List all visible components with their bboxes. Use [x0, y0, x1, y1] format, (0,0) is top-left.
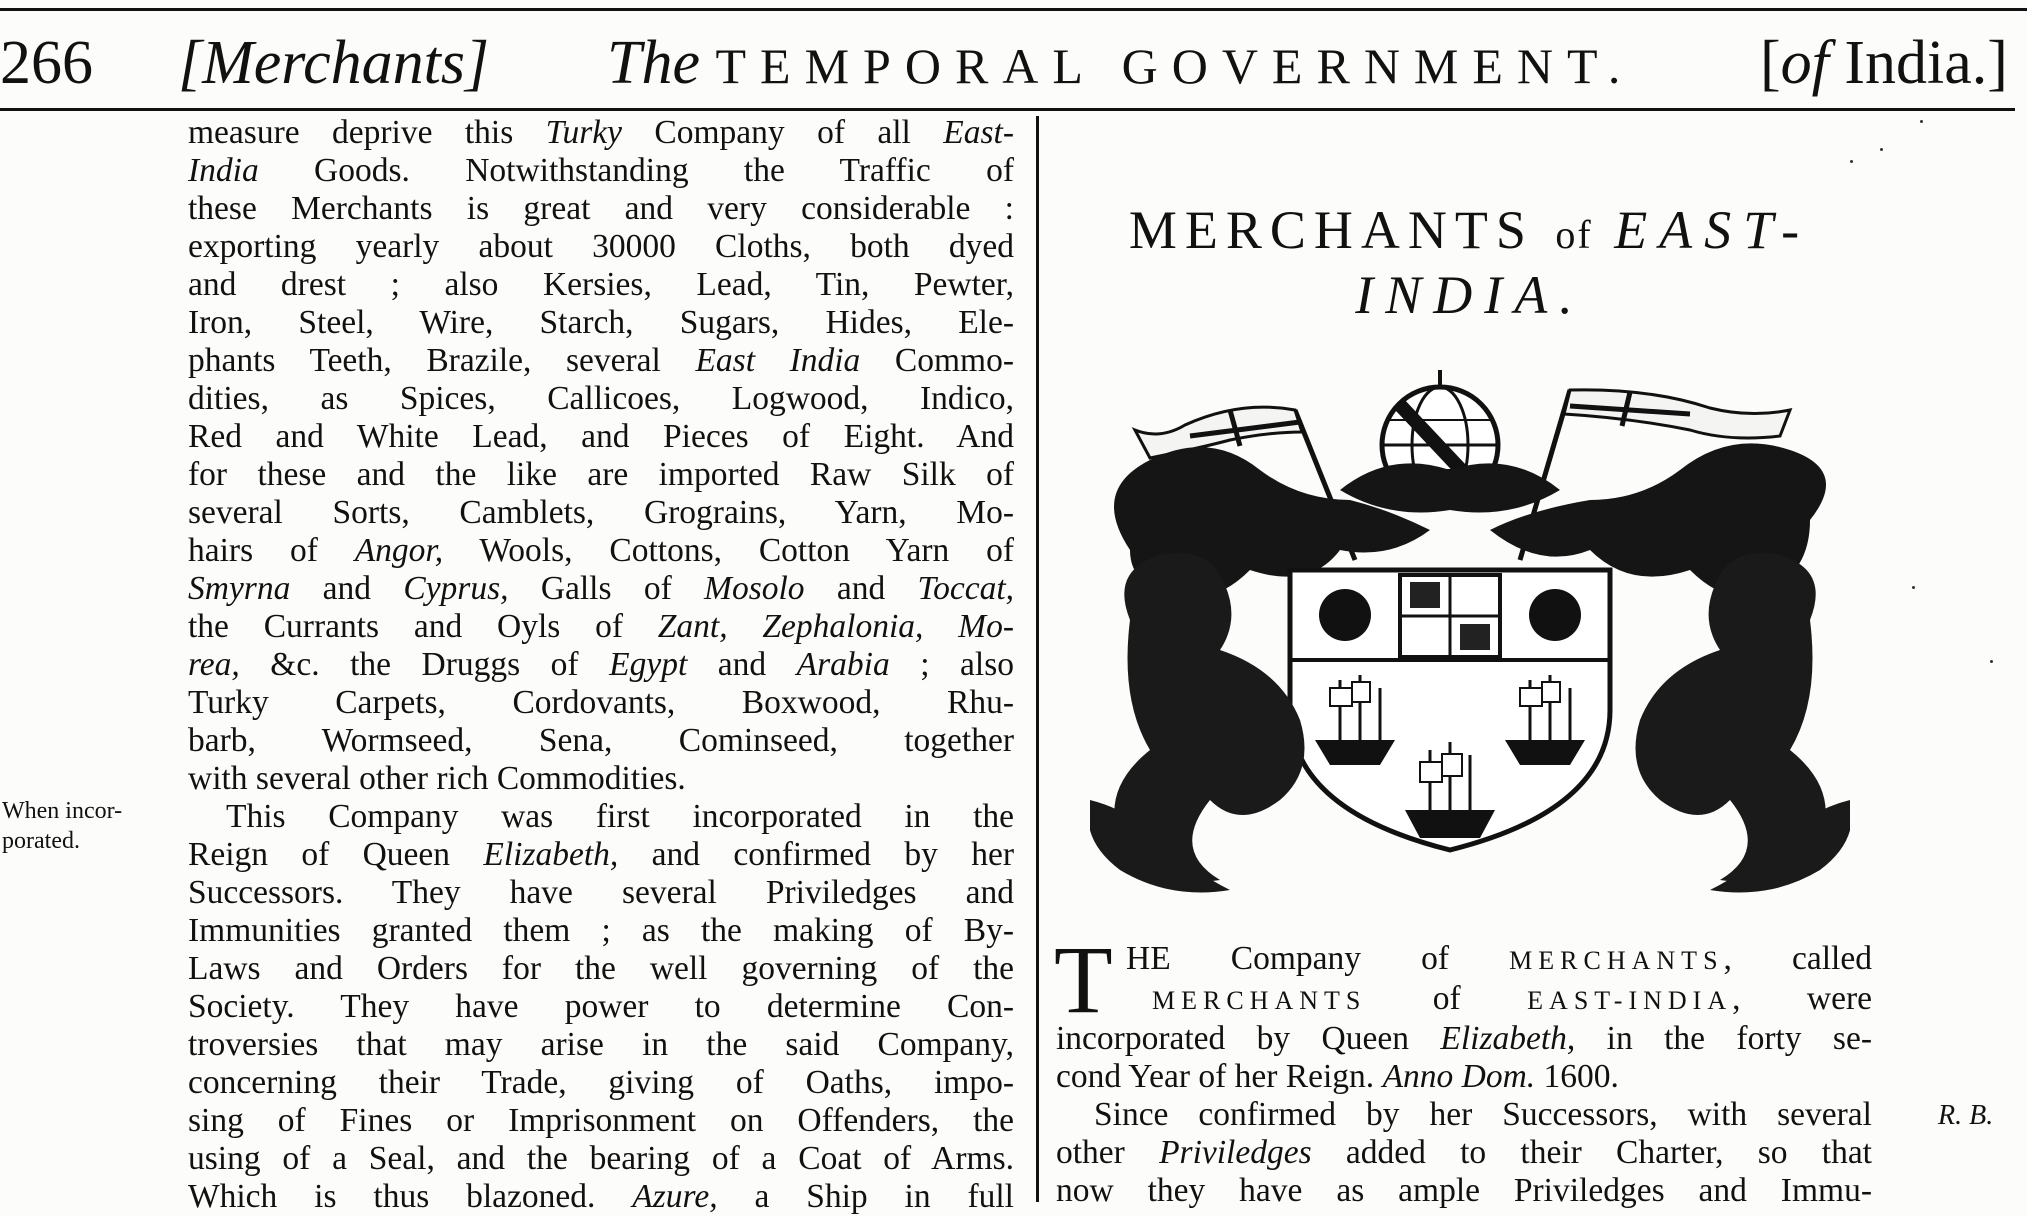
text-run: and [687, 646, 797, 683]
text-run: Successors. They have several Priviledges and [188, 874, 1014, 911]
text-line [1056, 1058, 1872, 1096]
heading-of: of [1555, 212, 1593, 257]
right-paragraph-2 [1056, 1096, 1872, 1210]
running-head-of: of [1780, 29, 1829, 97]
text-run: Elizabeth, [1440, 1020, 1576, 1057]
text-run: Toccat, [917, 570, 1015, 607]
text-run: Immunities granted them ; as the making of By- [188, 912, 1014, 949]
text-run: Turky Carpets, Cordovants, Boxwood, Rhu- [188, 684, 1014, 721]
text-run: incorporated by Queen [1056, 1020, 1441, 1057]
text-run: added to their Charter, so that [1311, 1134, 1872, 1171]
right-open-bracket: [ [1760, 29, 1781, 97]
text-run: and drest ; also Kersies, Lead, Tin, Pewter, [188, 266, 1014, 303]
text-line [1056, 940, 1872, 980]
text-run: a Ship in full [717, 1178, 1014, 1215]
text-run: other [1056, 1134, 1160, 1171]
left-bracket: [ [178, 29, 203, 97]
text-line [188, 494, 1014, 532]
text-run: Priviledges [1159, 1134, 1312, 1171]
text-run: , were [1732, 980, 1873, 1017]
text-run: Mosolo [704, 570, 805, 607]
text-line [1056, 1096, 1872, 1134]
title-the: The [607, 29, 700, 97]
text-run: dities, as Spices, Callicoes, Logwood, Indico, [188, 380, 1014, 417]
text-run: and [804, 570, 918, 607]
text-run: for these and the like are imported Raw Silk of [188, 456, 1014, 493]
shield [1290, 570, 1610, 850]
margin-note-line: When incor- [2, 798, 123, 824]
side-note-rb: R. B. [1938, 1100, 1994, 1131]
text-line [188, 456, 1014, 494]
text-run: Anno Dom. [1382, 1058, 1536, 1095]
margin-note-line: porated. [2, 828, 80, 854]
text-line [1056, 1172, 1872, 1210]
text-run: rea, [188, 646, 240, 683]
text-run: Turky [545, 114, 622, 151]
text-run: Arabia [796, 646, 890, 683]
text-run: HE Company of [1126, 940, 1510, 977]
header-rule [0, 108, 2015, 111]
text-line [188, 950, 1014, 988]
text-run: troversies that may arise in the said Company, [188, 1026, 1014, 1063]
text-line [188, 608, 1014, 646]
text-run: East India [695, 342, 861, 379]
right-column [1054, 926, 1873, 1210]
text-run: Since confirmed by her Successors, with several [1094, 1096, 1872, 1133]
text-run: Laws and Orders for the well governing of the [188, 950, 1014, 987]
running-head-india: India.] [1844, 29, 2008, 97]
text-run: 1600. [1535, 1058, 1619, 1095]
text-run: cond Year of her Reign. [1056, 1058, 1383, 1095]
text-line [1056, 1020, 1872, 1058]
text-run: Zant, Zephalonia, Mo- [657, 608, 1014, 645]
text-run: Red and White Lead, and Pieces of Eight. And [188, 418, 1014, 455]
text-run: and [290, 570, 404, 607]
text-line [188, 684, 1014, 722]
text-run: MERCHANTS [1509, 946, 1724, 975]
heading-india: INDIA. [1355, 265, 1585, 325]
page-number: 266 [0, 29, 93, 97]
drop-cap: T [1054, 926, 1113, 1033]
text-run: these Merchants is great and very considerable : [188, 190, 1014, 227]
text-line [188, 1140, 1014, 1178]
text-run: EAST-INDIA [1527, 986, 1733, 1015]
text-run: now they have as ample Priviledges and Immu- [1056, 1172, 1872, 1209]
text-run: Iron, Steel, Wire, Starch, Sugars, Hides, Ele- [188, 304, 1014, 341]
text-run: This Company was first incorporated in the [226, 798, 1014, 835]
text-run: sing of Fines or Imprisonment on Offenders, the [188, 1102, 1014, 1139]
section-heading-line-2 [1050, 265, 1890, 325]
text-run: &c. the Druggs of [239, 646, 610, 683]
text-line [1056, 1134, 1872, 1172]
text-run: the Currants and Oyls of [188, 608, 658, 645]
text-run: Elizabeth, [483, 836, 619, 873]
text-line [188, 380, 1014, 418]
text-run: Galls of [508, 570, 705, 607]
text-line [188, 646, 1014, 684]
text-run: Commo- [860, 342, 1014, 379]
text-run: Cyprus, [403, 570, 509, 607]
text-run: and confirmed by her [618, 836, 1014, 873]
text-line [188, 1026, 1014, 1064]
text-run: exporting yearly about 30000 Cloths, both dyed [188, 228, 1014, 265]
text-line [188, 1102, 1014, 1140]
margin-note [2, 796, 182, 856]
running-head-left [178, 18, 489, 108]
text-line [188, 1178, 1014, 1216]
running-head-title [607, 18, 1634, 108]
text-line [188, 152, 1014, 190]
text-run: Society. They have power to determine Con- [188, 988, 1014, 1025]
text-line [188, 874, 1014, 912]
lion-supporter-left [1090, 553, 1305, 893]
text-line [188, 114, 1014, 152]
text-line [188, 266, 1014, 304]
text-line [188, 836, 1014, 874]
text-line [1056, 980, 1872, 1020]
text-run: Azure, [632, 1178, 718, 1215]
text-run: MERCHANTS [1152, 986, 1367, 1015]
left-paragraph-1 [188, 114, 1014, 798]
text-run: barb, Wormseed, Sena, Cominseed, together [188, 722, 1014, 759]
text-line [188, 798, 1014, 836]
title-temporal-government: TEMPORAL GOVERNMENT. [715, 38, 1635, 94]
heading-merchants: MERCHANTS [1128, 200, 1534, 260]
text-line [188, 912, 1014, 950]
text-run: East- [943, 114, 1014, 151]
text-line [188, 228, 1014, 266]
text-run: concerning their Trade, giving of Oaths, impo- [188, 1064, 1014, 1101]
text-run: with several other rich Commodities. [188, 760, 686, 797]
column-rule [1036, 116, 1039, 1202]
text-line [188, 722, 1014, 760]
text-run: Egypt [609, 646, 688, 683]
text-run: hairs of [188, 532, 355, 569]
text-line [188, 1064, 1014, 1102]
section-heading-line-1 [1050, 200, 1890, 265]
text-line [188, 342, 1014, 380]
text-line [188, 532, 1014, 570]
text-run: India [188, 152, 259, 189]
left-column [188, 114, 1014, 1216]
text-run: Angor, [354, 532, 444, 569]
text-line [188, 570, 1014, 608]
text-line [188, 304, 1014, 342]
text-run: ; also [889, 646, 1014, 683]
text-run: , called [1723, 940, 1872, 977]
lion-supporter-right [1636, 553, 1851, 893]
text-line [188, 988, 1014, 1026]
text-run: Company of all [621, 114, 944, 151]
text-run: of [1366, 980, 1528, 1017]
running-head-merchants: Merchants [202, 29, 466, 97]
close-bracket: ] [465, 29, 490, 97]
text-run: Which is thus blazoned. [188, 1178, 633, 1215]
coat-of-arms-illustration [1090, 370, 1850, 910]
text-run: using of a Seal, and the bearing of a Coat of Arms. [188, 1140, 1014, 1177]
right-paragraph-1 [1054, 926, 1873, 1096]
top-rule [0, 8, 2027, 11]
text-run: phants Teeth, Brazile, several [188, 342, 696, 379]
text-run: Goods. Notwithstanding the Traffic of [258, 152, 1014, 189]
left-paragraph-2 [188, 798, 1014, 1216]
text-run: Reign of Queen [188, 836, 484, 873]
text-run: Wools, Cottons, Cotton Yarn of [443, 532, 1014, 569]
text-run: measure deprive this [188, 114, 546, 151]
text-run: Smyrna [188, 570, 291, 607]
text-line [188, 418, 1014, 456]
section-heading [1050, 200, 1890, 325]
running-head-right [1760, 18, 2008, 108]
text-run: several Sorts, Camblets, Grograins, Yarn, Mo- [188, 494, 1014, 531]
text-line [188, 760, 1014, 798]
text-line [188, 190, 1014, 228]
heading-east: EAST- [1614, 200, 1812, 260]
text-run: in the forty se- [1575, 1020, 1872, 1057]
